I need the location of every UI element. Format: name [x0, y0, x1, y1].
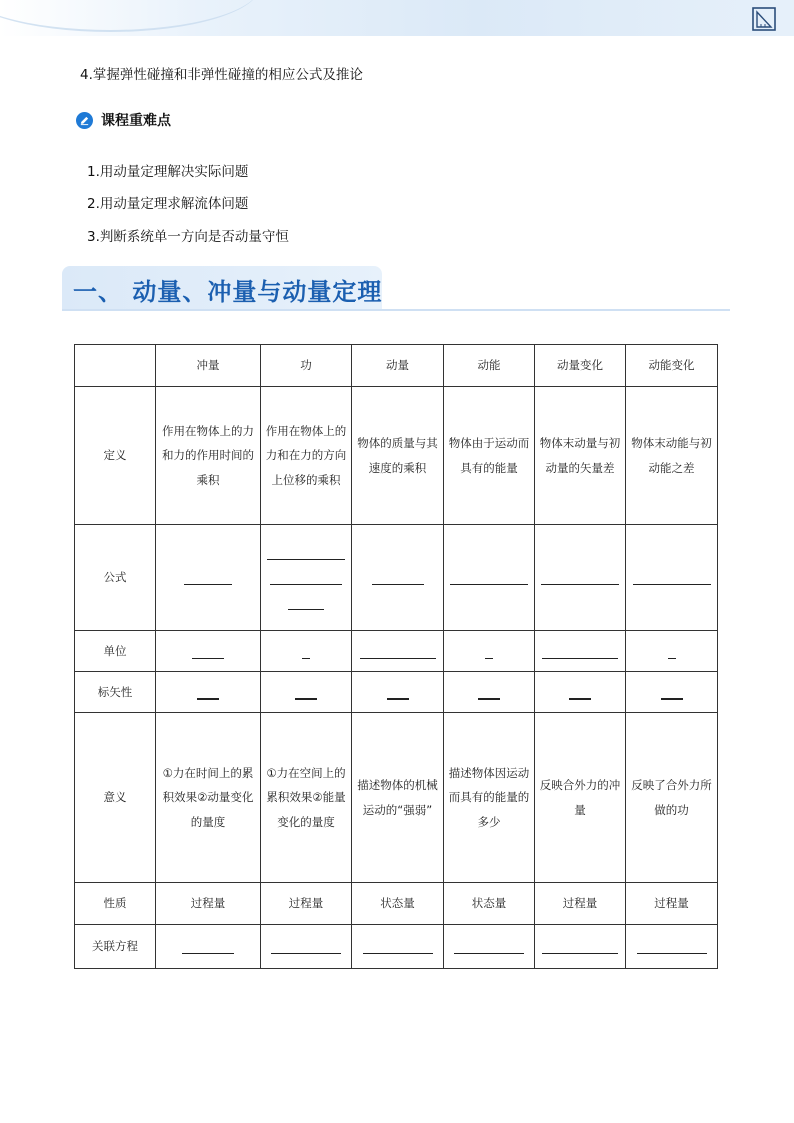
row-label-meaning: 意义 — [75, 713, 156, 883]
meaning-impulse: ①力在时间上的累积效果②动量变化的量度 — [156, 713, 261, 883]
unit-momentum-blank[interactable] — [352, 631, 444, 672]
unit-work-blank[interactable] — [261, 631, 352, 672]
table-row-vector — [75, 672, 718, 713]
table-row-meaning — [75, 713, 718, 883]
objective-item-4: 4.掌握弹性碰撞和非弹性碰撞的相应公式及推论 — [80, 67, 363, 83]
header-cell-empty — [75, 345, 156, 387]
header-momentum-change: 动量变化 — [535, 345, 626, 387]
banner-arc-decoration — [0, 0, 260, 32]
nature-work: 过程量 — [261, 883, 352, 925]
definition-work: 作用在物体上的力和在力的方向上位移的乘积 — [261, 387, 352, 525]
meaning-work: ①力在空间上的累积效果②能量变化的量度 — [261, 713, 352, 883]
row-label-unit: 单位 — [75, 631, 156, 672]
formula-kinetic-energy-change-blank[interactable] — [626, 525, 718, 631]
definition-momentum: 物体的质量与其速度的乘积 — [352, 387, 444, 525]
momentum-comparison-table — [74, 344, 718, 969]
row-label-formula: 公式 — [75, 525, 156, 631]
definition-kinetic-energy-change: 物体末动能与初动能之差 — [626, 387, 718, 525]
table-row-relation — [75, 925, 718, 969]
vector-momentum-blank[interactable] — [352, 672, 444, 713]
row-label-relation: 关联方程 — [75, 925, 156, 969]
formula-impulse-blank[interactable] — [156, 525, 261, 631]
relation-momentum-change-blank[interactable] — [535, 925, 626, 969]
hard-points-heading — [76, 110, 171, 130]
hard-point-item-3: 3.判断系统单一方向是否动量守恒 — [87, 229, 289, 245]
definition-momentum-change: 物体末动量与初动量的矢量差 — [535, 387, 626, 525]
header-kinetic-energy: 动能 — [444, 345, 535, 387]
hard-point-item-2: 2.用动量定理求解流体问题 — [87, 196, 249, 212]
unit-impulse-blank[interactable] — [156, 631, 261, 672]
header-work: 功 — [261, 345, 352, 387]
nature-kinetic-energy: 状态量 — [444, 883, 535, 925]
nature-kinetic-energy-change: 过程量 — [626, 883, 718, 925]
definition-impulse: 作用在物体上的力和力的作用时间的乘积 — [156, 387, 261, 525]
table-header-row — [75, 345, 718, 387]
vector-kinetic-energy-change-blank[interactable] — [626, 672, 718, 713]
pencil-icon — [76, 112, 93, 129]
formula-momentum-change-blank[interactable] — [535, 525, 626, 631]
meaning-kinetic-energy: 描述物体因运动而具有的能量的多少 — [444, 713, 535, 883]
formula-work-blank[interactable] — [261, 525, 352, 631]
relation-impulse-blank[interactable] — [156, 925, 261, 969]
table-row-definition — [75, 387, 718, 525]
relation-kinetic-energy-blank[interactable] — [444, 925, 535, 969]
meaning-kinetic-energy-change: 反映了合外力所做的功 — [626, 713, 718, 883]
unit-kinetic-energy-change-blank[interactable] — [626, 631, 718, 672]
relation-work-blank[interactable] — [261, 925, 352, 969]
nature-momentum-change: 过程量 — [535, 883, 626, 925]
header-impulse: 冲量 — [156, 345, 261, 387]
formula-kinetic-energy-blank[interactable] — [444, 525, 535, 631]
ruler-logo-icon — [752, 7, 776, 31]
table-row-formula — [75, 525, 718, 631]
section-title: 一、 动量、冲量与动量定理 — [73, 278, 383, 306]
table-row-nature — [75, 883, 718, 925]
table-row-unit — [75, 631, 718, 672]
definition-kinetic-energy: 物体由于运动而具有的能量 — [444, 387, 535, 525]
hard-point-item-1: 1.用动量定理解决实际问题 — [87, 164, 249, 180]
unit-momentum-change-blank[interactable] — [535, 631, 626, 672]
relation-momentum-blank[interactable] — [352, 925, 444, 969]
row-label-definition: 定义 — [75, 387, 156, 525]
meaning-momentum: 描述物体的机械运动的“强弱” — [352, 713, 444, 883]
vector-work-blank[interactable] — [261, 672, 352, 713]
row-label-nature: 性质 — [75, 883, 156, 925]
formula-momentum-blank[interactable] — [352, 525, 444, 631]
nature-momentum: 状态量 — [352, 883, 444, 925]
relation-kinetic-energy-change-blank[interactable] — [626, 925, 718, 969]
nature-impulse: 过程量 — [156, 883, 261, 925]
section-underline — [62, 309, 730, 311]
hard-points-title: 课程重难点 — [101, 113, 171, 129]
vector-kinetic-energy-blank[interactable] — [444, 672, 535, 713]
header-kinetic-energy-change: 动能变化 — [626, 345, 718, 387]
vector-impulse-blank[interactable] — [156, 672, 261, 713]
meaning-momentum-change: 反映合外力的冲量 — [535, 713, 626, 883]
header-momentum: 动量 — [352, 345, 444, 387]
vector-momentum-change-blank[interactable] — [535, 672, 626, 713]
top-banner — [0, 0, 794, 36]
unit-kinetic-energy-blank[interactable] — [444, 631, 535, 672]
row-label-vector: 标矢性 — [75, 672, 156, 713]
